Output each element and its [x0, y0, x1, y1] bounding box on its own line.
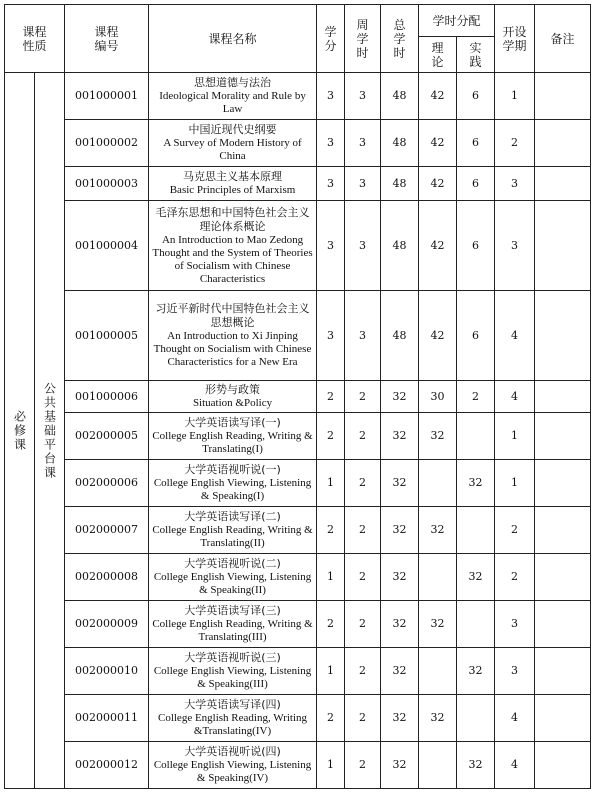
- theory-hours-value: 42: [419, 73, 457, 120]
- practice-hours-value: [457, 601, 495, 648]
- course-name: [149, 291, 317, 381]
- course-name: [149, 648, 317, 695]
- practice-hours-value: [457, 507, 495, 554]
- credit-value: 2: [317, 381, 345, 413]
- total-hours-value: 32: [381, 742, 419, 789]
- course-name-en: A Survey of Modern History of China: [163, 137, 302, 162]
- theory-hours-value: 42: [419, 167, 457, 201]
- remark-cell: [535, 601, 591, 648]
- credit-value: 2: [317, 695, 345, 742]
- course-code: 002000008: [65, 554, 149, 601]
- theory-hours-value: 42: [419, 120, 457, 167]
- header-theory: 理 论: [419, 37, 457, 73]
- semester-value: 2: [495, 507, 535, 554]
- course-name: [149, 460, 317, 507]
- practice-hours-value: 6: [457, 73, 495, 120]
- course-name-zh: 毛泽东思想和中国特色社会主义理论体系概论: [155, 205, 310, 233]
- semester-value: 1: [495, 413, 535, 460]
- course-name: [149, 120, 317, 167]
- practice-hours-value: 6: [457, 167, 495, 201]
- header-total-hours: 总 学 时: [381, 5, 419, 73]
- semester-value: 3: [495, 201, 535, 291]
- remark-cell: [535, 73, 591, 120]
- theory-hours-value: 32: [419, 413, 457, 460]
- semester-value: 4: [495, 381, 535, 413]
- practice-hours-value: 2: [457, 381, 495, 413]
- table-row: [5, 601, 591, 648]
- course-code: 001000004: [65, 201, 149, 291]
- weekly-hours-value: 2: [345, 648, 381, 695]
- course-code: 001000003: [65, 167, 149, 201]
- course-name-zh: 中国近现代史纲要: [188, 123, 277, 136]
- semester-value: 3: [495, 167, 535, 201]
- course-name-zh: 大学英语读写译(三): [184, 604, 281, 617]
- semester-value: 4: [495, 291, 535, 381]
- course-code: 002000010: [65, 648, 149, 695]
- remark-cell: [535, 648, 591, 695]
- theory-hours-value: [419, 554, 457, 601]
- table-row: [5, 73, 591, 120]
- total-hours-value: 48: [381, 120, 419, 167]
- course-name-en: College English Reading, Writing & Translating(I): [152, 430, 313, 455]
- course-name-en: An Introduction to Xi Jinping Thought on Socialism with Chinese Characteristics for a New Era: [153, 330, 312, 368]
- total-hours-value: 48: [381, 73, 419, 120]
- semester-value: 2: [495, 120, 535, 167]
- course-name-en: College English Reading, Writing & Translating(II): [152, 524, 313, 549]
- course-code: 002000012: [65, 742, 149, 789]
- weekly-hours-value: 3: [345, 120, 381, 167]
- remark-cell: [535, 742, 591, 789]
- course-name: [149, 601, 317, 648]
- table-row: [5, 413, 591, 460]
- semester-value: 3: [495, 601, 535, 648]
- course-code: 002000006: [65, 460, 149, 507]
- remark-cell: [535, 554, 591, 601]
- credit-value: 1: [317, 554, 345, 601]
- practice-hours-value: 6: [457, 120, 495, 167]
- weekly-hours-value: 2: [345, 413, 381, 460]
- credit-value: 1: [317, 460, 345, 507]
- course-name: [149, 167, 317, 201]
- table-row: [5, 291, 591, 381]
- table-row: [5, 554, 591, 601]
- total-hours-value: 32: [381, 460, 419, 507]
- remark-cell: [535, 507, 591, 554]
- course-code: 001000002: [65, 120, 149, 167]
- header-semester: 开设 学期: [495, 5, 535, 73]
- semester-value: 4: [495, 742, 535, 789]
- course-name-zh: 大学英语读写译(四): [184, 698, 281, 711]
- table-row: [5, 201, 591, 291]
- course-code: 001000006: [65, 381, 149, 413]
- table-row: [5, 742, 591, 789]
- weekly-hours-value: 3: [345, 201, 381, 291]
- theory-hours-value: 32: [419, 601, 457, 648]
- practice-hours-value: 32: [457, 742, 495, 789]
- remark-cell: [535, 167, 591, 201]
- course-nature-label: 必修课: [12, 409, 27, 452]
- course-name-en: Situation &Policy: [192, 397, 273, 409]
- semester-value: 1: [495, 460, 535, 507]
- theory-hours-value: [419, 460, 457, 507]
- credit-value: 3: [317, 291, 345, 381]
- course-code: 001000001: [65, 73, 149, 120]
- theory-hours-value: 42: [419, 201, 457, 291]
- weekly-hours-value: 2: [345, 507, 381, 554]
- header-hour-distribution: 学时分配: [419, 5, 495, 37]
- remark-cell: [535, 201, 591, 291]
- course-code: 002000007: [65, 507, 149, 554]
- remark-cell: [535, 291, 591, 381]
- practice-hours-value: 6: [457, 291, 495, 381]
- practice-hours-value: 32: [457, 460, 495, 507]
- practice-hours-value: 32: [457, 554, 495, 601]
- practice-hours-value: [457, 413, 495, 460]
- remark-cell: [535, 460, 591, 507]
- course-name: [149, 73, 317, 120]
- course-name-en: An Introduction to Mao Zedong Thought and the System of Theories of Socialism with Chinese Characteristics: [152, 233, 313, 285]
- table-row: [5, 120, 591, 167]
- weekly-hours-value: 2: [345, 742, 381, 789]
- credit-value: 2: [317, 413, 345, 460]
- theory-hours-value: 32: [419, 695, 457, 742]
- course-name-zh: 大学英语视听说(三): [184, 651, 281, 664]
- weekly-hours-value: 3: [345, 167, 381, 201]
- header-remark: 备注: [535, 5, 591, 73]
- course-name-en: College English Viewing, Listening & Speaking(I): [153, 477, 312, 502]
- table-row: [5, 460, 591, 507]
- header-row: [5, 5, 591, 37]
- course-code: 002000011: [65, 695, 149, 742]
- weekly-hours-value: 3: [345, 73, 381, 120]
- course-name: [149, 695, 317, 742]
- header-code: 课程 编号: [65, 5, 149, 73]
- course-name-zh: 大学英语读写译(一): [184, 416, 281, 429]
- practice-hours-value: 32: [457, 648, 495, 695]
- total-hours-value: 48: [381, 201, 419, 291]
- header-credit: 学 分: [317, 5, 345, 73]
- course-code: 002000009: [65, 601, 149, 648]
- remark-cell: [535, 381, 591, 413]
- course-name-en: College English Viewing, Listening & Speaking(II): [153, 571, 312, 596]
- course-name-zh: 大学英语读写译(二): [184, 510, 281, 523]
- credit-value: 3: [317, 167, 345, 201]
- table-row: [5, 381, 591, 413]
- semester-value: 1: [495, 73, 535, 120]
- practice-hours-value: [457, 695, 495, 742]
- course-name-en: Ideological Morality and Rule by Law: [159, 90, 306, 115]
- course-code: 002000005: [65, 413, 149, 460]
- table-row: [5, 695, 591, 742]
- course-name-zh: 大学英语视听说(一): [184, 463, 281, 476]
- credit-value: 1: [317, 648, 345, 695]
- course-name-zh: 习近平新时代中国特色社会主义思想概论: [155, 302, 310, 329]
- course-name-en: College English Viewing, Listening & Speaking(III): [153, 665, 312, 690]
- table-row: [5, 507, 591, 554]
- weekly-hours-value: 2: [345, 601, 381, 648]
- credit-value: 3: [317, 201, 345, 291]
- total-hours-value: 48: [381, 167, 419, 201]
- header-practice: 实 践: [457, 37, 495, 73]
- course-name: [149, 554, 317, 601]
- course-name-en: College English Reading, Writing & Translating(III): [152, 618, 313, 643]
- course-name: [149, 413, 317, 460]
- semester-value: 4: [495, 695, 535, 742]
- course-name-zh: 大学英语视听说(四): [184, 745, 281, 758]
- platform-label: 公共基础平台课: [42, 381, 57, 480]
- course-name-zh: 形势与政策: [205, 383, 261, 396]
- course-name: [149, 201, 317, 291]
- theory-hours-value: 32: [419, 507, 457, 554]
- course-name: [149, 742, 317, 789]
- theory-hours-value: [419, 648, 457, 695]
- course-name: [149, 507, 317, 554]
- weekly-hours-value: 2: [345, 460, 381, 507]
- header-weekly-hours: 周 学 时: [345, 5, 381, 73]
- total-hours-value: 48: [381, 291, 419, 381]
- practice-hours-value: 6: [457, 201, 495, 291]
- total-hours-value: 32: [381, 695, 419, 742]
- remark-cell: [535, 413, 591, 460]
- weekly-hours-value: 3: [345, 291, 381, 381]
- header-course-name: 课程名称: [149, 5, 317, 73]
- course-code: 001000005: [65, 291, 149, 381]
- total-hours-value: 32: [381, 381, 419, 413]
- credit-value: 3: [317, 73, 345, 120]
- table-row: [5, 648, 591, 695]
- table-row: [5, 167, 591, 201]
- weekly-hours-value: 2: [345, 554, 381, 601]
- total-hours-value: 32: [381, 413, 419, 460]
- credit-value: 2: [317, 507, 345, 554]
- platform-cell: [35, 73, 65, 789]
- course-name: [149, 381, 317, 413]
- remark-cell: [535, 120, 591, 167]
- course-nature-cell: [5, 73, 35, 789]
- course-name-en: Basic Principles of Marxism: [169, 184, 296, 196]
- header-nature: 课程 性质: [5, 5, 65, 73]
- total-hours-value: 32: [381, 648, 419, 695]
- semester-value: 3: [495, 648, 535, 695]
- weekly-hours-value: 2: [345, 381, 381, 413]
- credit-value: 3: [317, 120, 345, 167]
- course-name-en: College English Reading, Writing &Translating(IV): [157, 712, 308, 737]
- weekly-hours-value: 2: [345, 695, 381, 742]
- course-name-zh: 思想道德与法治: [194, 76, 272, 89]
- remark-cell: [535, 695, 591, 742]
- credit-value: 2: [317, 601, 345, 648]
- theory-hours-value: [419, 742, 457, 789]
- curriculum-table: [4, 4, 591, 789]
- course-name-zh: 大学英语视听说(二): [184, 557, 281, 570]
- credit-value: 1: [317, 742, 345, 789]
- table-body: [5, 73, 591, 789]
- total-hours-value: 32: [381, 507, 419, 554]
- course-name-en: College English Viewing, Listening & Speaking(IV): [153, 759, 312, 784]
- course-name-zh: 马克思主义基本原理: [183, 170, 283, 183]
- theory-hours-value: 42: [419, 291, 457, 381]
- semester-value: 2: [495, 554, 535, 601]
- total-hours-value: 32: [381, 554, 419, 601]
- total-hours-value: 32: [381, 601, 419, 648]
- theory-hours-value: 30: [419, 381, 457, 413]
